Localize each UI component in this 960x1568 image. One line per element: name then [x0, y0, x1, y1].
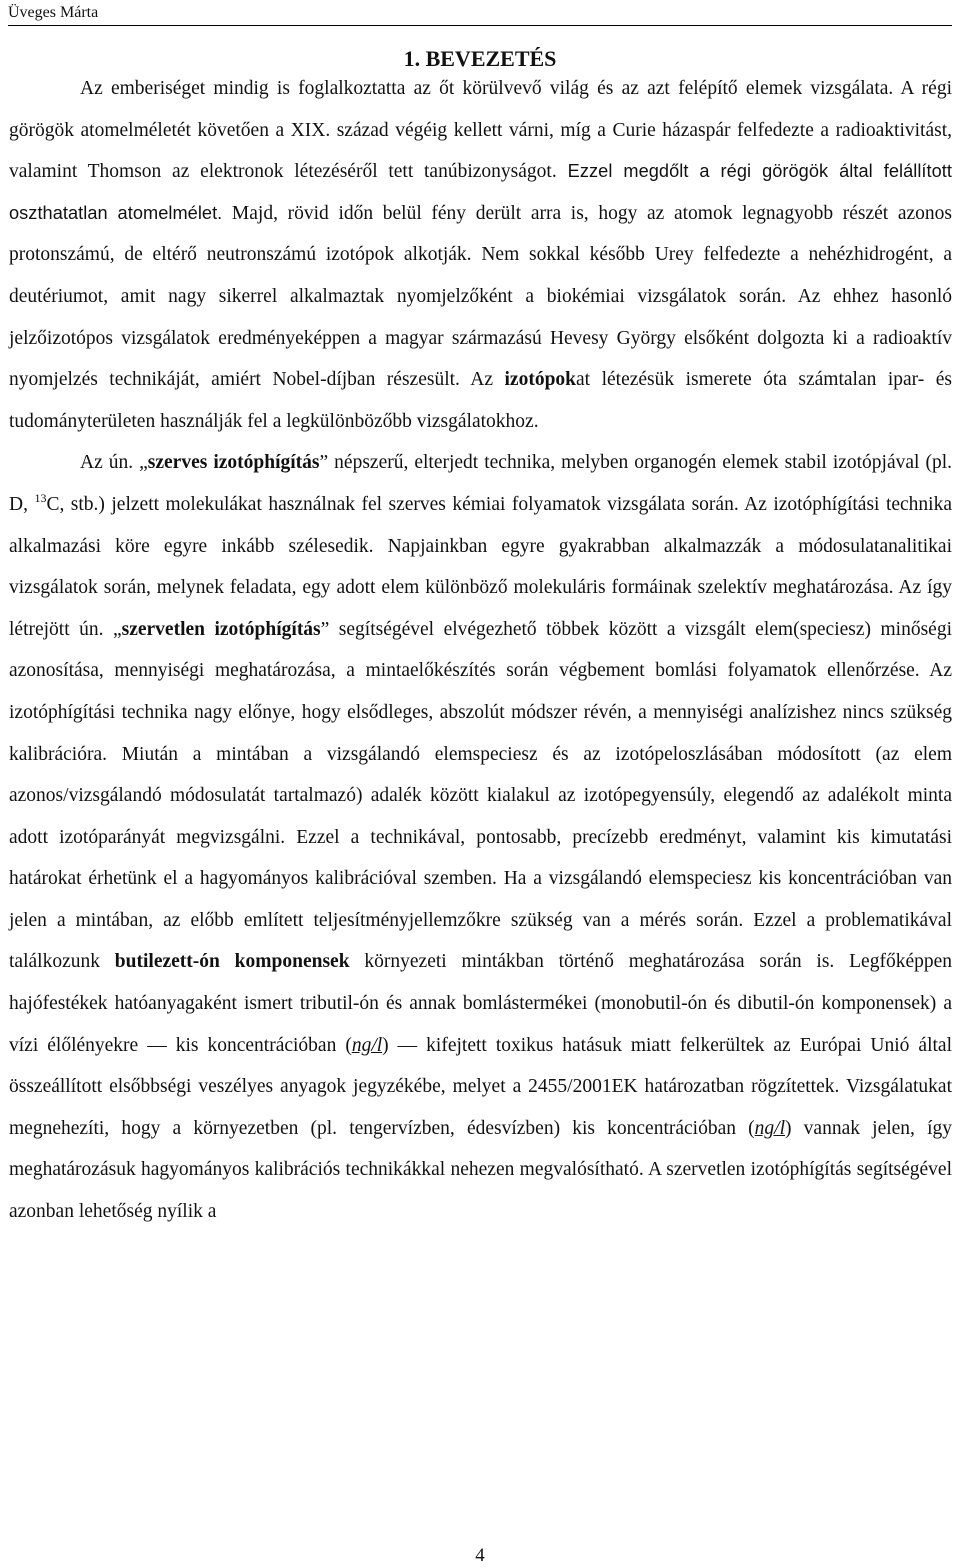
page-number: 4	[475, 1545, 485, 1566]
sentence: Majd, rövid időn belül fény derült arra is, hogy az atomok legnagyobb részét azonos protonszámú, de eltérő neutronszámú izotópok alkotják.	[9, 202, 952, 266]
sentence: at létezésük ismerete óta számtalan ipar- és tudományterületen használják fel a legkülönbözőbb vizsgálatokhoz.	[9, 369, 952, 432]
text-run: környezeti mintákban történő meghatározása során is. Legfőképpen hajófestékek hatóanyagaként ismert tributil-ón és annak bomlástermékei (monobutil-ón és dibutil-ón komponensek) a vízi élőlényekre — kis koncentrációban (	[9, 951, 953, 1056]
section-title: 1. BEVEZETÉS	[403, 46, 557, 71]
sentence: Az ehhez hasonló jelzőizotópos vizsgálatok eredményeképpen a magyar származású Hevesy György elsőként dolgozta ki a radioaktív nyomjelzés technikáját, amiért Nobel-díjban részesült. Az	[9, 285, 952, 391]
bold-term: butilezett-ón komponensek	[114, 951, 350, 973]
text-run: ” népszerű, elterjedt technika, melyben organogén elemek stabil izotópjával (pl. D,	[9, 452, 952, 515]
paragraph-isotope-dilution	[9, 442, 952, 1232]
text-run: C, stb.) jelzett molekulákat használnak fel szerves kémiai folyamatok vizsgálata során. Az izotóphígítási technika alkalmazási köre egyre inkább szélesedik. Napjainkban egyre gyakrabban alkalmazzák a módosulatanalitikai vizsgálatok során, melynek feladata, egy adott elem különböző molekuláris formáinak szelektív meghatározása. Az így létrejött ún. „	[9, 493, 952, 640]
text-run: ) — kifejtett toxikus hatásuk miatt felkerültek az Európai Unió által összeállított elsőbbségi veszélyes anyagok jegyzékébe, melyet a 2455/2001EK határozatban rögzítettek. Vizsgálatukat megnehezíti, hogy a környezetben (pl. tengervízben, édesvízben) kis koncentrációban (	[9, 1034, 952, 1139]
bold-term: izotópok	[504, 369, 577, 391]
bold-term: szervetlen izotóphígítás	[121, 618, 321, 640]
sentence: Nem sokkal később Urey felfedezte a nehézhidrogént, a deutériumot, amit nagy sikerrel alkalmaztak nyomjelzőként a biokémiai vizsgálatok során.	[9, 244, 952, 307]
unit-text: ng/l	[754, 1117, 786, 1139]
superscript: 13	[34, 490, 47, 505]
bold-term: szerves izotóphígítás	[147, 452, 320, 474]
body-text	[9, 68, 952, 1233]
text-run: Az ún. „	[80, 452, 148, 474]
text-run: ” segítségével elvégezhető többek között a vizsgált elem(speciesz) minőségi azonosítása, mennyiségi meghatározása, a mintaelőkészítés során végbement bomlási folyamatok ellenőrzése. Az izotóphígítási technika nagy előnye, hogy elsődleges, abszolút módszer révén, a mennyiségi analízishez nincs szükség kalibrációra. Miután a mintában a vizsgálandó elemspeciesz és az izotópeloszlásában módosított (az elem azonos/vizsgálandó módosulatát tartalmazó) adalék között kialakul az izotópegyensúly, elegendő az adalékolt minta adott izotóparányát megvizsgálni. Ezzel a technikával, pontosabb, precízebb eredményt, valamint kis kimutatási határokat érhetünk el a hagyományos kalibrációval szemben. Ha a vizsgálandó elemspeciesz kis koncentrációban van jelen a mintában, az előbb említett teljesítményjellemzőkre szükség van a mérés során. Ezzel a problematikával találkozunk	[9, 618, 952, 973]
sentence: Az emberiséget mindig is foglalkoztatta az őt körülvevő világ és az azt felépítő elemek vizsgálata. A régi görögök atomelméletét követően a XIX. század végéig kellett várni, míg a Curie házaspár felfedezte a radioaktivitást, valamint Thomson az elektronok létezéséről tett tanúbizonyságot.	[9, 78, 952, 183]
author-name: Üveges Márta	[8, 4, 99, 21]
sentence: Ezzel megdőlt a régi görögök által felállított oszthatatlan atomelmélet.	[9, 161, 952, 223]
running-header	[8, 3, 952, 26]
unit-text: ng/l	[351, 1034, 383, 1056]
paragraph-introduction	[9, 68, 952, 442]
text-run: ) vannak jelen, így meghatározásuk hagyományos kalibrációs technikákkal nehezen megvalósítható. A szervetlen izotóphígítás segítségével azonban lehetőség nyílik a	[9, 1117, 952, 1223]
